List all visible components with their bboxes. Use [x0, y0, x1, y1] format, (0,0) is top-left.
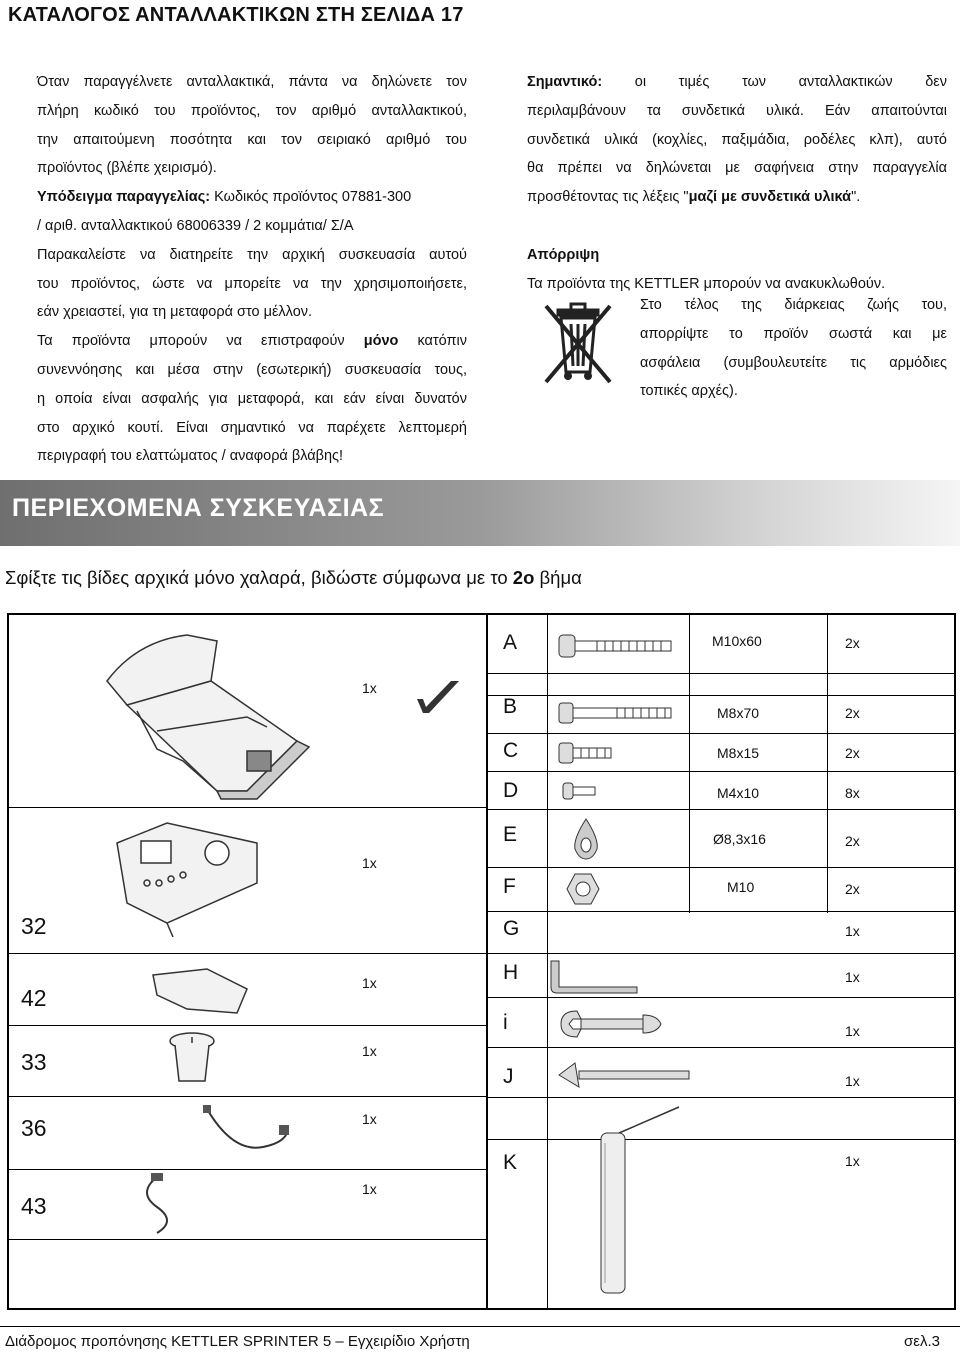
allen-key-h-icon	[543, 957, 643, 997]
hardware-size: M8x15	[717, 745, 760, 761]
hardware-qty: 1x	[845, 969, 860, 985]
text-part: προσθέτοντας τις λέξεις "	[527, 189, 689, 206]
part-qty: 1x	[362, 680, 377, 696]
hardware-letter: D	[503, 779, 519, 802]
text-line: Στο τέλος της διάρκειας ζωής του,	[640, 297, 947, 313]
important-text: οι τιμές των ανταλλακτικών δεν	[602, 74, 947, 90]
instruction-text: βήμα	[534, 567, 582, 588]
text-line: Παρακαλείστε να διατηρείτε την αρχική συσκευασία αυτού	[37, 246, 467, 263]
disposal-heading: Απόρριψη	[527, 246, 600, 263]
hardware-size: M8x70	[717, 705, 760, 721]
bolt-b-icon	[557, 699, 677, 727]
hardware-letter: A	[503, 631, 518, 654]
text-line: ασφάλεια (συμβουλευτείτε τις αρμόδιες	[640, 354, 947, 371]
hardware-size: M10x60	[712, 633, 762, 649]
hardware-qty: 8x	[845, 785, 860, 801]
return-emphasis: μόνο	[363, 333, 399, 350]
important-notes	[527, 68, 947, 298]
power-cord-image	[203, 1103, 293, 1163]
text-line: η οποία είναι ασφαλής για μεταφορά, και εάν είναι δυνατόν	[37, 390, 467, 407]
hardware-qty: 2x	[845, 705, 860, 721]
disposal-text	[640, 291, 947, 406]
hardware-letter: H	[503, 961, 519, 984]
hardware-letter: C	[503, 739, 519, 762]
hardware-qty: 1x	[845, 1023, 860, 1039]
hardware-qty: 2x	[845, 881, 860, 897]
part-qty: 1x	[362, 855, 377, 871]
text-line: Τα προϊόντα της KETTLER μπορούν να ανακυκλωθούν.	[527, 275, 886, 292]
hardware-size: M4x10	[717, 785, 760, 801]
text-line: συνεννόησης και μέσα στην (εσωτερική) συσκευασία τους,	[37, 361, 467, 378]
text-line: Όταν παραγγέλνετε ανταλλακτικά, πάντα να δηλώνετε τον	[37, 74, 467, 90]
text-line: / αριθ. ανταλλακτικού 68006339 / 2 κομμάτια/ Σ/Α	[37, 217, 354, 234]
part-qty: 1x	[362, 1043, 377, 1059]
page-title: ΚΑΤΑΛΟΓΟΣ ΑΝΤΑΛΛΑΚΤΙΚΩΝ ΣΤΗ ΣΕΛΙΔΑ 17	[8, 4, 464, 26]
part-qty: 1x	[362, 1111, 377, 1127]
return-text: Τα προϊόντα μπορούν να επιστραφούν	[37, 333, 364, 350]
return-policy-line	[37, 327, 467, 356]
part-number: 33	[21, 1049, 47, 1075]
text-line: την απαιτούμενη ποσότητα και τον σειριακό αριθμό του	[37, 131, 467, 148]
text-line: του προϊόντος, ώστε να μπορείτε να την χρησιμοποιήσετε,	[37, 275, 467, 292]
washer-e-icon	[569, 817, 603, 861]
return-text: κατόπιν	[398, 333, 467, 350]
hardware-qty: 2x	[845, 745, 860, 761]
text-line: πλήρη κωδικό του προϊόντος, τον αριθμό ανταλλακτικού,	[37, 102, 467, 119]
part-qty: 1x	[362, 975, 377, 991]
hardware-letter: K	[503, 1151, 518, 1174]
nut-f-icon	[565, 871, 601, 907]
footer-title: Διάδρομος προπόνησης KETTLER SPRINTER 5 – Εγχειρίδιο Χρήστη	[5, 1333, 470, 1350]
hardware-qty: 2x	[845, 833, 860, 849]
part-qty: 1x	[362, 1181, 377, 1197]
text-line: εάν χρειαστεί, για τη μεταφορά στο μέλλον.	[37, 304, 313, 321]
hardware-letter: B	[503, 695, 518, 718]
page-number: σελ.3	[904, 1333, 940, 1350]
text-line: τοπικές αρχές).	[640, 383, 738, 400]
section-banner	[0, 480, 960, 546]
important-label: Σημαντικό:	[527, 74, 603, 90]
package-contents-table	[7, 613, 956, 1310]
hardware-letter: F	[503, 875, 516, 898]
part-number: 36	[21, 1115, 47, 1141]
order-example-label: Υπόδειγμα παραγγελίας:	[37, 189, 211, 206]
bolt-a-icon	[557, 631, 677, 661]
checkmark-icon	[415, 677, 461, 719]
treadmill-base-image	[97, 621, 357, 803]
handle-j-icon	[555, 1057, 695, 1093]
tightening-instruction	[5, 567, 582, 589]
text-emphasis: μαζί με συνδετικά υλικά	[688, 189, 852, 206]
wrench-i-icon	[557, 1007, 667, 1041]
text-line: περιγραφή του ελαττώματος / αναφορά βλάβης!	[37, 448, 344, 465]
text-line: στο αρχικό κουτί. Είναι σημαντικό να παρέχετε λεπτομερή	[37, 419, 467, 436]
text-line: θα πρέπει να δηλώνεται με σαφήνεια στην παραγγελία	[527, 160, 947, 177]
order-example-text: Κωδικός προϊόντος 07881-300	[210, 189, 412, 206]
oil-tube-k-icon	[567, 1103, 687, 1303]
order-example	[37, 183, 467, 212]
text-line: περιλαμβάνουν τα συνδετικά υλικά. Εάν απαιτούνται	[527, 102, 947, 119]
hardware-qty: 1x	[845, 1153, 860, 1169]
instruction-text: Σφίξτε τις βίδες αρχικά μόνο χαλαρά, βιδώστε σύμφωνα με το	[5, 567, 513, 588]
important-line	[527, 68, 947, 97]
text-part: ".	[851, 189, 861, 206]
part-number: 42	[21, 985, 47, 1011]
bolt-c-icon	[557, 739, 617, 767]
hardware-letter: J	[503, 1065, 514, 1088]
hardware-size: M10	[727, 879, 755, 895]
hardware-letter: i	[503, 1011, 508, 1034]
instruction-emphasis: 2ο	[512, 567, 535, 588]
banner-title: ΠΕΡΙΕΧΟΜΕΝΑ ΣΥΣΚΕΥΑΣΙΑΣ	[12, 494, 385, 522]
screw-d-icon	[561, 779, 601, 803]
hardware-qty: 2x	[845, 635, 860, 651]
console-image	[107, 813, 267, 937]
weee-bin-icon	[528, 298, 628, 388]
footer-divider	[0, 1326, 960, 1327]
ordering-instructions	[37, 68, 467, 471]
hardware-size: Ø8,3x16	[713, 831, 766, 847]
text-line: συνδετικά υλικά (κοχλίες, παξιμάδια, ροδέλες κλπ), αυτό	[527, 131, 947, 148]
part-number: 43	[21, 1193, 47, 1219]
text-line: προϊόντος (βλέπε χειρισμό).	[37, 160, 217, 177]
cup-holder-image	[167, 1029, 217, 1089]
hardware-letter: G	[503, 917, 520, 940]
text-line: απορρίψτε το προϊόν σωστά και με	[640, 325, 947, 342]
cover-image	[147, 965, 257, 1019]
hardware-qty: 1x	[845, 1073, 860, 1089]
hardware-letter: E	[503, 823, 518, 846]
part-number: 32	[21, 913, 47, 939]
text-line	[527, 183, 947, 212]
cable-image	[127, 1173, 197, 1237]
hardware-qty: 1x	[845, 923, 860, 939]
